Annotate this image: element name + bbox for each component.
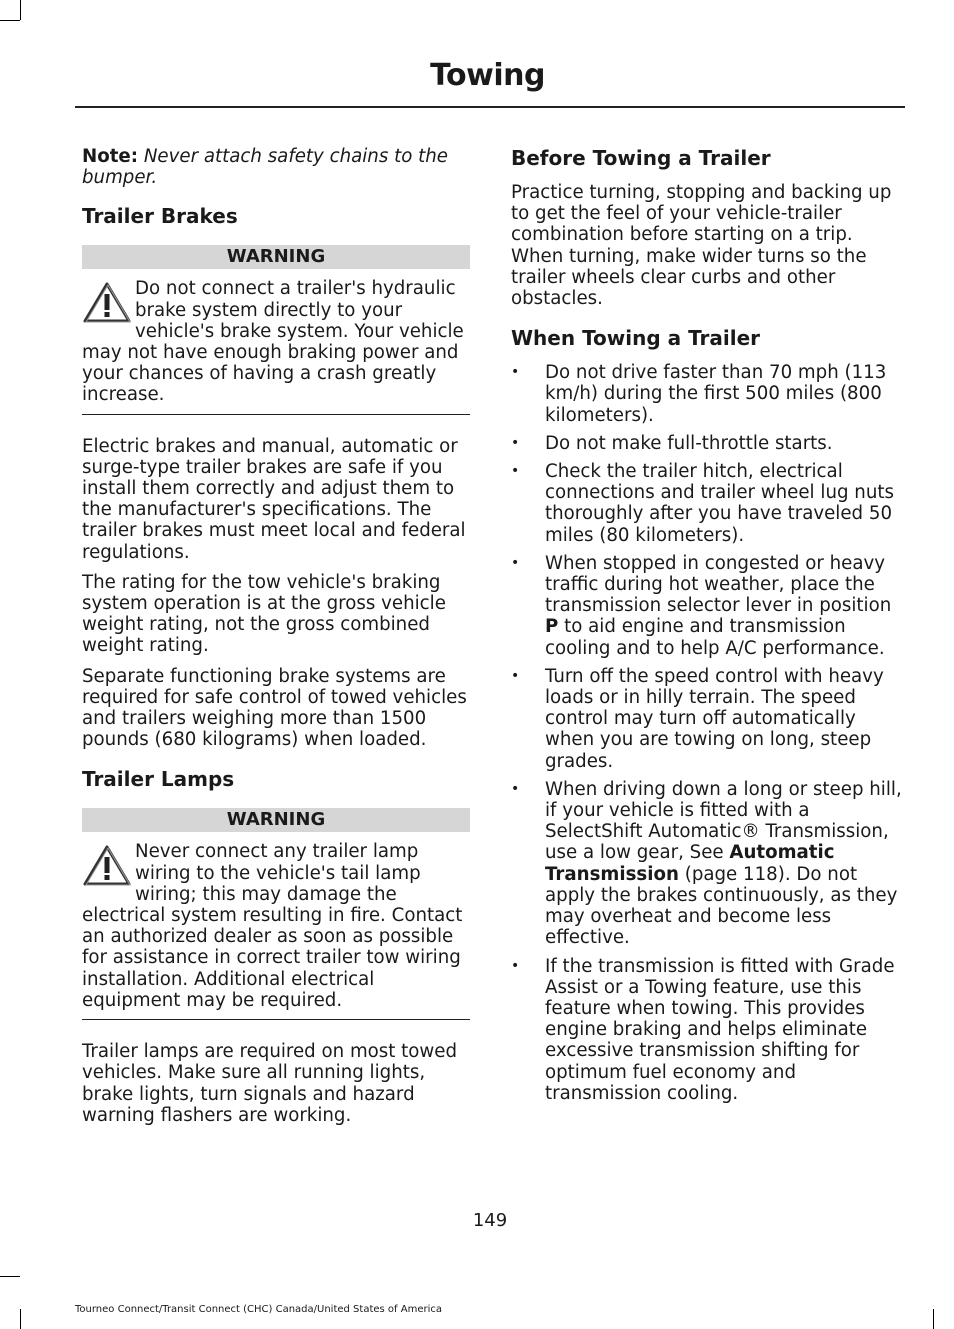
page-number: 149: [472, 1210, 508, 1231]
list-item: • Turn off the speed control with heavy loads or in hilly terrain. The speed control may turn off automatically when you are towing on long, steep grades.: [511, 666, 903, 772]
crop-mark: [20, 0, 21, 20]
warning-text-brakes: Do not connect a trailer's hydraulic brake system directly to your vehicle's brake system. Your vehicle may not have enough braking power and your chances of having a crash greatly increase.: [82, 278, 464, 406]
warning-triangle-icon: [82, 844, 132, 888]
warning-header: WARNING: [82, 245, 470, 269]
footer-text: Tourneo Connect/Transit Connect (CHC) Canada/United States of America: [75, 1304, 442, 1315]
list-item: [511, 779, 903, 949]
section-heading-trailer-lamps: Trailer Lamps: [82, 767, 235, 792]
list-item: [511, 553, 903, 659]
gear-position-p: P: [545, 616, 559, 638]
warning-box: [82, 841, 470, 1020]
paragraph: Practice turning, stopping and backing up to get the feel of your vehicle-trailer combination before starting on a trip. When turning, make wider turns so the trailer wheels clear curbs and other obstacles.: [511, 182, 892, 310]
section-heading-before-towing: Before Towing a Trailer: [511, 146, 771, 170]
cross-reference-link[interactable]: Automatic Transmission: [545, 842, 835, 885]
list-item: • Do not drive faster than 70 mph (113 km/h) during the first 500 miles (800 kilometers).: [511, 362, 903, 426]
paragraph: The rating for the tow vehicle's braking system operation is at the gross vehicle weight rating, not the gross combined weight rating.: [82, 571, 446, 657]
note: [82, 146, 470, 188]
right-column: [511, 146, 903, 1111]
paragraph: Trailer lamps are required on most towed vehicles. Make sure all running lights, brake lights, turn signals and hazard warning flashers are working.: [82, 1041, 458, 1126]
paragraph: Electric brakes and manual, automatic or surge-type trailer brakes are safe if you install them correctly and adjust them to the manufacturer's specifications. The trailer brakes must meet local and federal regulations.: [82, 435, 466, 563]
list-item: • Check the trailer hitch, electrical connections and trailer wheel lug nuts thoroughly after you have traveled 50 miles (80 kilometers).: [511, 461, 903, 546]
section-heading-trailer-brakes: Trailer Brakes: [82, 204, 238, 229]
list-item-text: When driving down a long or steep hill, if your vehicle is fitted with a SelectShift Automatic® Transmission, use a low gear, See: [545, 778, 902, 864]
warning-text-lamps: Never connect any trailer lamp wiring to the vehicle's tail lamp wiring; this may damage the electrical system resulting in fire. Contact an authorized dealer as soon as possible for assistance in correct trailer tow wiring installation. Additional electrical equipment may be required.: [82, 841, 463, 1011]
note-text: Never attach safety chains to the bumper.: [82, 146, 448, 189]
crop-mark: [0, 1276, 20, 1277]
list-item-text: to aid engine and transmission cooling and to help A/C performance.: [545, 616, 885, 659]
crop-mark: [933, 1309, 934, 1329]
list-item: • If the transmission is fitted with Grade Assist or a Towing feature, use this feature when towing. This provides engine braking and helps eliminate excessive transmission shifting for optimum fuel economy and transmission cooling.: [511, 956, 903, 1104]
title-divider: [75, 106, 905, 108]
note-label: Note:: [82, 146, 139, 167]
left-column: [82, 146, 470, 1135]
list-item: • Do not make full-throttle starts.: [511, 433, 903, 454]
towing-tips-list: [511, 362, 903, 1104]
section-heading-when-towing: When Towing a Trailer: [511, 326, 761, 351]
paragraph: Separate functioning brake systems are required for safe control of towed vehicles and trailers weighing more than 1500 pounds (680 kilograms) when loaded.: [82, 665, 467, 751]
crop-mark: [20, 1309, 21, 1329]
warning-header: WARNING: [82, 808, 470, 832]
crop-mark: [0, 20, 20, 21]
page-title: Towing: [430, 58, 545, 93]
warning-box: [82, 278, 470, 414]
warning-triangle-icon: [82, 281, 132, 325]
list-item-text: When stopped in congested or heavy traffic during hot weather, place the transmission selector lever in position: [545, 552, 892, 617]
list-item-text: (page 118). Do not apply the brakes continuously, as they may overheat and become less effective.: [545, 863, 898, 949]
